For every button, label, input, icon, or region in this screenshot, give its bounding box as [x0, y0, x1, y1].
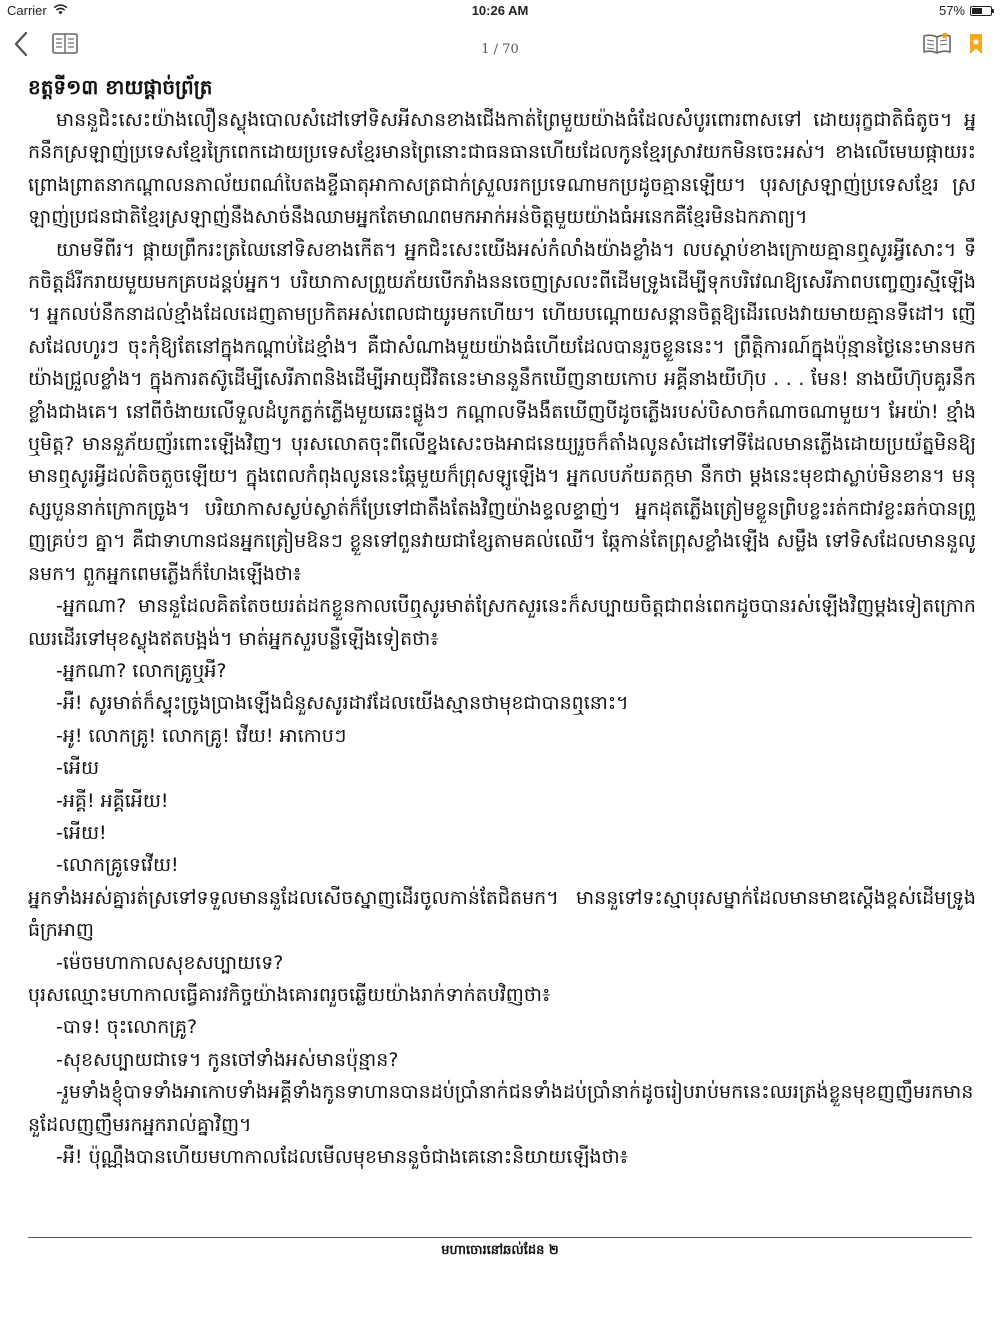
paragraph: -អឺ! ប៉ុណ្ណឹងបានហើយមហាកាលដែលមើលមុខមាននួចំជាងគេនោះនិយាយឡើងថា៖	[56, 1146, 629, 1168]
bookmark-icon	[968, 32, 984, 56]
reading-mode-button[interactable]	[922, 32, 952, 56]
paragraph: -អឺ! សូរមាត់ក៏ស្ទុះច្រូងប្រាងឡើងជំនួសសូរដាវដែលយើងស្មានថាមុខជាបានឮនោះ។	[56, 692, 629, 715]
chapter-title: ខត្តទី១៣ ខាយផ្ដាច់ព្រ័ត្រ	[28, 75, 213, 99]
open-book-icon	[922, 32, 952, 56]
paragraph: -អ្នកណា? លោកគ្រូឬអី?	[56, 659, 227, 682]
paragraph: -លោកគ្រូទេវើយ!	[56, 854, 179, 877]
paragraph: -អើយ	[56, 757, 100, 780]
page-indicator: 1 / 70	[481, 42, 519, 57]
paragraph: -អូ! លោកគ្រូ! លោកគ្រូ! វើយ! អាកោបៗ	[56, 724, 347, 747]
paragraph: -អគ្គី! អគ្គីអើយ!	[56, 789, 169, 812]
reader-toolbar	[0, 22, 1000, 70]
paragraph: -រួមទាំងខ្ញុំបាទទាំងអាកោបទាំងអគ្គីទាំងកូនទាហានបានដប់ប្រាំនាក់ជនទាំងដប់ប្រាំនាក់ដូចរៀបរាប់មកនេះឈរត្រង់ខ្លួនមុខញញឹមរកមាននួដែលញញឹមរកអ្នករាល់គ្នាវិញ។	[28, 1081, 974, 1136]
page-content	[28, 72, 976, 1173]
status-time: 10:26 AM	[471, 3, 529, 18]
paragraph: -អ្នកណា? មាននួដែលគិតតែចយរត់ដកខ្លួនកាលបើឮសូរមាត់ស្រែកសួរនេះក៏សប្បាយចិត្តជាពន់ពេកដូចបានរស់ឡើងវិញម្ដងទៀតក្រោកឈរដើរទៅមុខស្លុងឥតបង្អង់។ មាត់អ្នកសួរបន្លឺឡើងទៀតថា៖	[28, 595, 976, 650]
battery-icon	[970, 6, 992, 16]
paragraph: បុរសឈ្មោះមហាកាលធ្វើគារវកិច្ចយ៉ាងគោរពរួចឆ្លើយយ៉ាងរាក់ទាក់តបវិញថា៖	[28, 983, 551, 1006]
battery-percent: 57%	[938, 3, 965, 18]
bookmark-button[interactable]	[968, 32, 984, 56]
footer-divider	[28, 1237, 972, 1238]
paragraph: -សុខសប្បាយជាទេ។ កូនចៅទាំងអស់មានប៉ុន្មាន?	[56, 1048, 399, 1071]
battery-fill	[972, 8, 982, 14]
footer-book-title: មហាចោរនៅឆល់ដែន ២	[441, 1243, 559, 1258]
paragraph: -អើយ!	[56, 821, 107, 844]
status-bar	[0, 0, 1000, 22]
paragraph: យាមទីពីរ។ ផ្កាយព្រឹករះត្រឈៃនៅទិសខាងកើត។ អ្នកជិះសេះយើងអស់កំលាំងយ៉ាងខ្លាំង។ លបស្ដាប់ខាងក្រោយគ្មានឮសូរអ្វីសោះ។ ទឹកចិត្តដ៏រីករាយមួយមកគ្របដន្ដប់អ្នក។ បរិយាកាសព្រួយភ័យបើករាំងននចេញស្រលះពីដើមទ្រូងដើម្បីទុកបរិវេណឱ្យសេរីភាពបញ្ចេញរស្មីឡើង។ អ្នកលប់នឹកនាដល់ខ្មាំងដែលដេញតាមប្រកិតអស់ពេលជាយូរមកហើយ។ ហើយបណ្ដោយសន្ដានចិត្តឱ្យដើរលេងវាយមាយគ្មានទីដៅ។ ញើសដែលហូរៗ ចុះកុំឱ្យតែនៅក្នុងកណ្ដាប់ដៃខ្មាំង។ គឺជាសំណាងមួយយ៉ាងធំហើយដែលបានរួចខ្លួននេះ។ ព្រឹត្តិការណ៍ក្នុងប៉ុន្មានថ្ងៃនេះមានមកយ៉ាងជ្រួលខ្លាំង។ ក្នុងការតស៊ូដើម្បីសេរីភាពនិងដើម្បីអាយុជីវិតនេះមាននួនឹកឃើញនាយកោប អគ្គីនាងយីហ៊ុប . . . មែន! នាងយីហ៊ុបគួរនឹកខ្លាំងជាងគេ។ នៅពីចំងាយលើទួលដំបូកភ្លក់ភ្លើងមួយឆេះផ្លូងៗ កណ្ដាលទីងងឹតឃើញបីដូចភ្លើងរបស់បិសាចកំណាចណាមួយ។ អែយ៉ា! ខ្មាំងឬមិត្ត? មាននួភ័យញ័រពោះឡើងវិញ។ បុរសលោតចុះពីលើខ្នងសេះចងអាជនេយ្យរួចក៏តាំងលូនសំដៅទៅទីដែលមានភ្លើងដោយប្រយ័ត្នមិនឱ្យមានឮសូរអ្វីដល់តិចតួចឡើយ។ ក្នុងពេលកំពុងលូននេះឆ្កែមួយក៏ព្រុសឡូឡើង។ អ្នកលបភ័យតក្កមា នឹកថា ម្ដងនេះមុខជាស្លាប់មិនខាន។ មនុស្សបួននាក់ក្រោកច្រូង។ បរិយាកាសស្ងប់ស្ងាត់ក៏ប្រែទៅជាតឹងតែងវិញយ៉ាងខ្ទលខ្ទាញ់។ អ្នកដុតភ្លើងត្រៀមខ្លួនព្រិបខ្លះរត់កជាវខ្លះឆក់បានព្រួញគ្រប់ៗ គ្នា។ គឺជាទាហានជនអ្នកត្រៀមឱនៗ ខ្លួនទៅពួនវាយជាខ្សែតាមគល់ឈើ។ ឆ្កែកាន់តែព្រុសខ្លាំងឡើង សម្លឹង ទៅទិសដែលមាននួលូនមក។ ពួកអ្នកពេមភ្លើងក៏ហែងឡើងថា៖	[28, 238, 976, 585]
paragraph: -បាទ! ចុះលោកគ្រូ?	[56, 1016, 198, 1039]
paragraph: អ្នកទាំងអស់គ្នារត់ស្រទៅទទួលមាននួដែលសើចស្នាញដើរចូលកាន់តែជិតមក។ មាននួទៅទះស្មាបុរសម្នាក់ដែលមានមាឌស្ដើងខ្ពស់ដើមទ្រូងធំក្រអាញ	[28, 886, 976, 942]
carrier-label: Carrier	[7, 3, 47, 18]
paragraph: មាននួជិះសេះយ៉ាងលឿនស្លុងបោលសំដៅទៅទិសអីសានខាងជើងកាត់ព្រៃមួយយ៉ាងធំដែលសំបូរពោរពាសទៅ ដោយរុក្ខជាតិធំតូច។ អ្នកនឹកស្រឡាញ់ប្រទេសខ្មែរក្រៃពេកដោយប្រទេសខ្មែរមានព្រៃនោះជាធនធានហើយដែលកូនខ្មែរស្រាវយកមិនចេះអស់។ ខាងលើមេឃផ្កាយរះព្រោងព្រាតនាកណ្ដាលនភាល័យពណ៌បៃតងខ្ចីធាតុអាកាសត្រជាក់ស្រួលរកប្រទេណាមកប្រដូចគ្មានឡើយ។ បុរសស្រឡាញ់ប្រទេសខ្មែរ ស្រឡាញ់ប្រជនជាតិខ្មែរស្រឡាញ់នឹងសាច់នឹងឈាមអ្នកតែមាណពមកអាក់អន់ចិត្តមួយយ៉ាងធំអនេកគឺខ្មែរមិនឯកភាព្យ។	[28, 109, 976, 229]
paragraph-list	[28, 104, 976, 1173]
battery-indicator	[939, 3, 992, 18]
paragraph: -ម៉េចមហាកាលសុខសប្បាយទេ?	[56, 951, 284, 974]
